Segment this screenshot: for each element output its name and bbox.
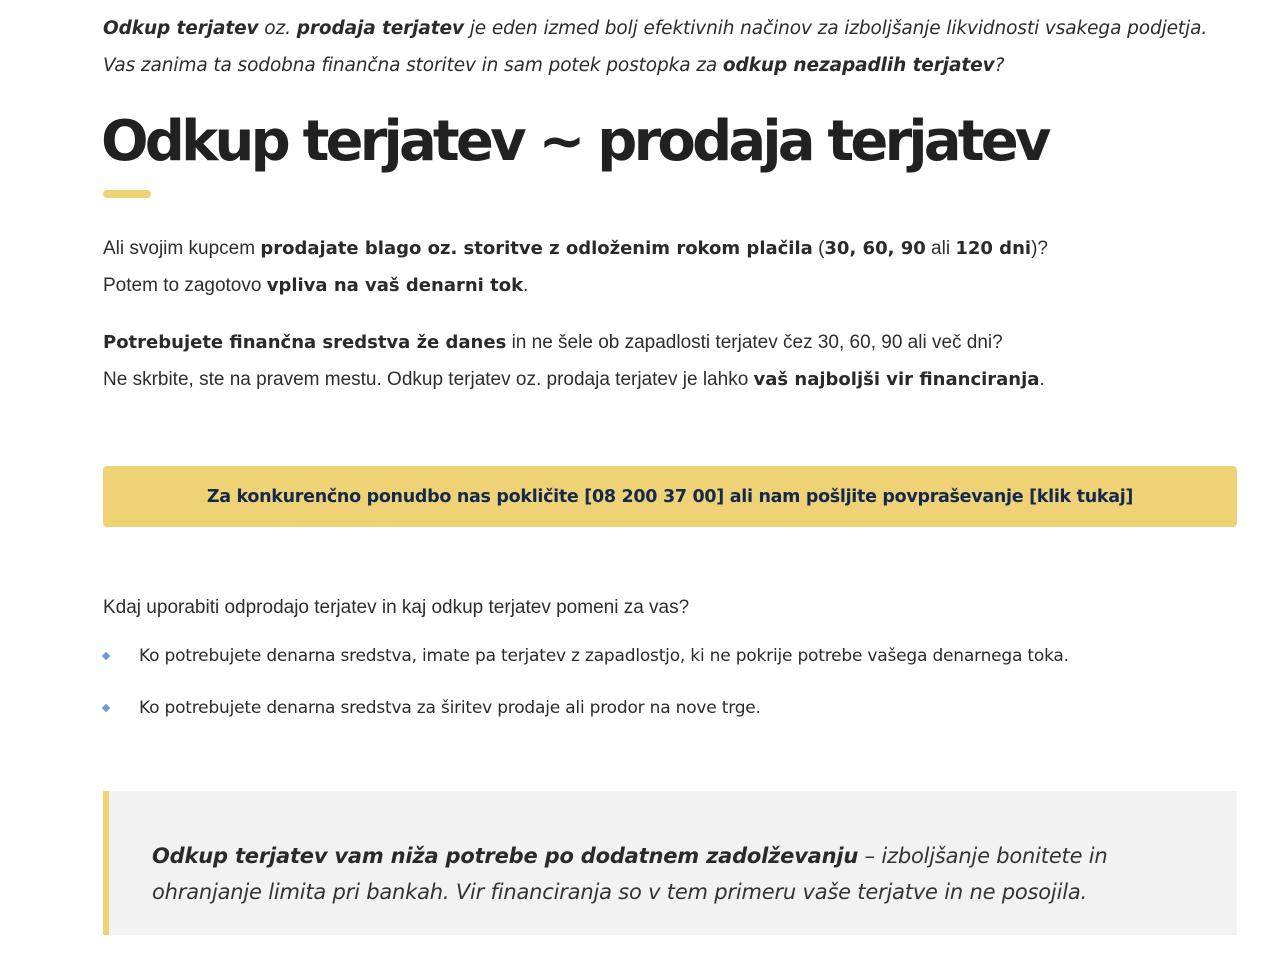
text: in ne šele ob zapadlosti terjatev čez 30, 60, 90 ali več dni? [506,332,1003,353]
bold-text: vaš najboljši vir financiranja [753,369,1040,390]
list-item-text: Ko potrebujete denarna sredstva za širitev prodaje ali prodor na nove trge. [139,698,761,718]
page-title: Odkup terjatev ~ prodaja terjatev [101,109,1048,174]
paragraph-line [103,230,1237,267]
intro-bold-odkup: Odkup terjatev [103,18,259,39]
text: ( [812,238,825,259]
paragraph-line [103,324,1237,361]
list-item [103,640,1237,692]
bold-text: 30, 60, 90 [824,238,926,259]
text: Ne skrbite, ste na pravem mestu. Odkup terjatev oz. prodaja terjatev je lahko [103,369,754,390]
text: Potem to zagotovo [103,275,267,296]
paragraph-financing [103,324,1237,398]
intro-text: je eden izmed bolj efektivnih načinov za izboljšanje likvidnosti vsakega podjetja. Vas zanima ta sodobna finančna storitev in sam potek postopka za [103,18,1208,76]
title-underline-decoration [103,190,151,198]
paragraph-line [103,267,1237,304]
text: )? [1031,238,1048,259]
text: . [523,275,529,296]
quote-rest: – izboljšanje bonitete in ohranjanje limita pri bankah. Vir financiranja so v tem primeru vaše terjatve in ne posojila. [152,844,1108,904]
intro-text: ? [994,55,1005,76]
text: Ali svojim kupcem [103,238,261,259]
intro-text: oz. [258,18,297,39]
quote-text [152,838,1212,910]
intro-bold-nezapadlih: odkup nezapadlih terjatev [722,55,995,76]
bold-text: prodajate blago oz. storitve z odloženim rokom plačila [260,238,813,259]
diamond-bullet-icon [102,652,110,660]
highlight-quote [103,791,1237,935]
bold-text: 120 dni [955,238,1032,259]
section-question: Kdaj uporabiti odprodajo terjatev in kaj odkup terjatev pomeni za vas? [103,597,690,618]
cta-label: Za konkurenčno ponudbo nas pokličite [08 200 37 00] ali nam pošljite povpraševanje [klik tukaj] [206,486,1134,507]
contact-cta-button[interactable] [103,466,1237,527]
intro-paragraph [103,10,1237,84]
intro-bold-prodaja: prodaja terjatev [296,18,464,39]
paragraph-line [103,361,1237,398]
quote-bold: Odkup terjatev vam niža potrebe po dodatnem zadolževanju [152,844,859,868]
use-cases-list [103,640,1237,744]
list-item-text: Ko potrebujete denarna sredstva, imate pa terjatev z zapadlostjo, ki ne pokrije potrebe vašega denarnega toka. [139,646,1069,666]
paragraph-payment-terms [103,230,1237,304]
text: . [1039,369,1045,390]
text: ali [925,238,956,259]
bold-text: vpliva na vaš denarni tok [266,275,524,296]
bold-text: Potrebujete finančna sredstva že danes [103,332,507,353]
list-item [103,692,1237,744]
diamond-bullet-icon [102,704,110,712]
